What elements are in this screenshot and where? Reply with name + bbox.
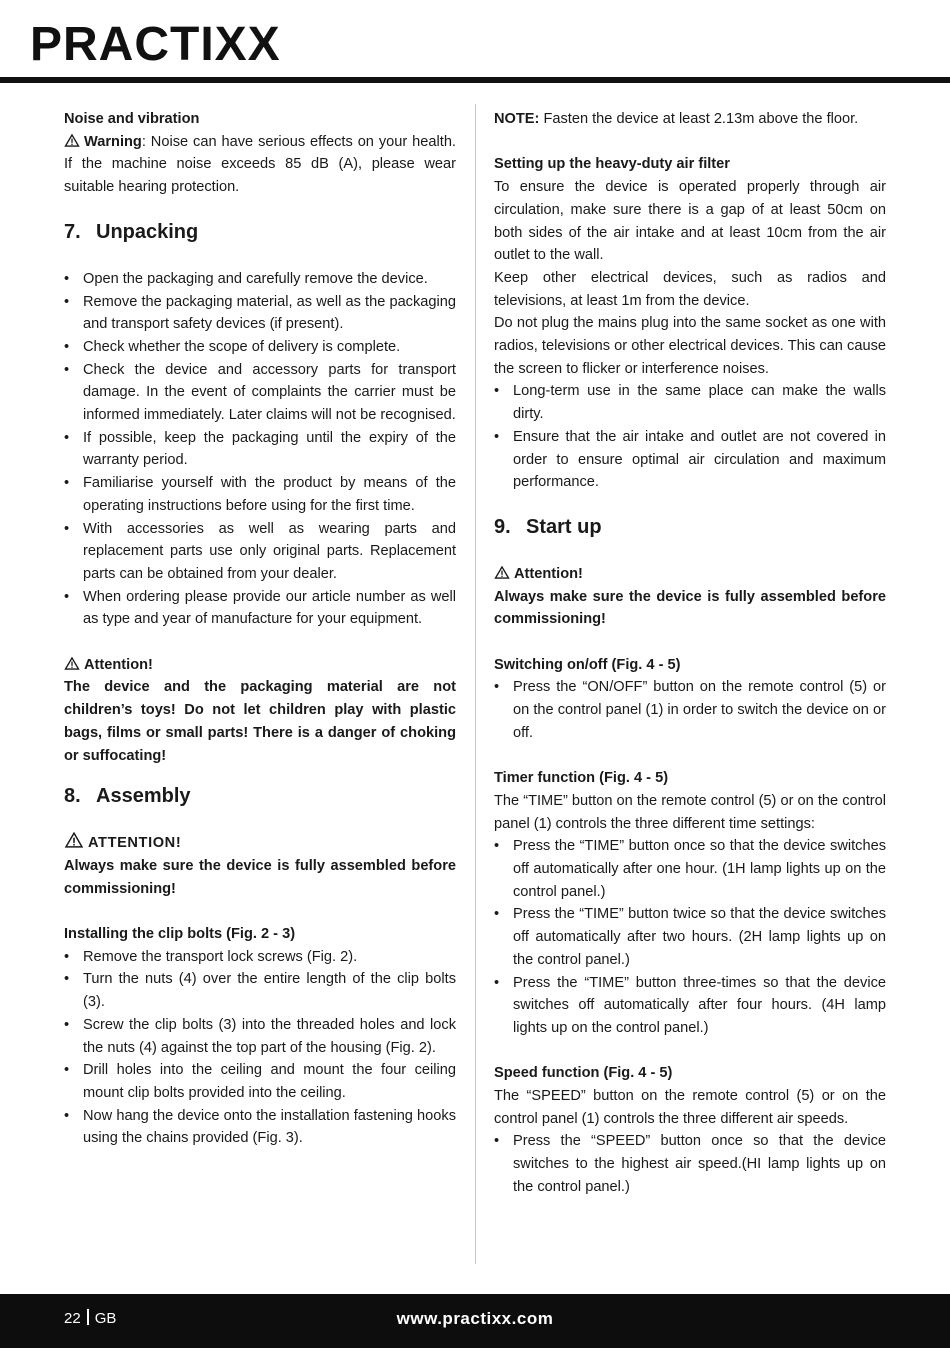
attention-text: The device and the packaging material are not children’s toys! Do not let children play with plastic bags, films or small parts! There is a danger of choking or suffocating! <box>64 679 456 764</box>
header-rule <box>0 77 950 83</box>
section-heading-unpacking: 7. Unpacking <box>64 220 199 243</box>
list-item: • Remove the transport lock screws (Fig. 2). <box>64 946 456 969</box>
noise-text: : Noise can have serious effects on your health. If the machine noise exceeds 85 dB (A), please wear suitable hearing protection. <box>64 133 456 196</box>
list-item: • Ensure that the air intake and outlet are not covered in order to ensure optimal air circulation and maximum performance. <box>494 426 886 494</box>
list-item: • Long-term use in the same place can make the walls dirty. <box>494 380 886 425</box>
air-filter-paragraph: To ensure the device is operated properly through air circulation, make sure there is a gap of at least 50cm on both sides of the air intake and at least 10cm from the air outlet to the wall. <box>494 179 886 264</box>
list-item: • With accessories as well as wearing parts and replacement parts use only original parts. Replacement parts can be obtained from your dealer. <box>64 518 456 586</box>
switching-list <box>494 676 886 744</box>
list-item: • Press the “SPEED” button once so that the device switches to the highest air speed.(HI lamp lights up on the control panel.) <box>494 1130 886 1198</box>
warning-icon <box>64 657 80 670</box>
startup-attention-heading: Attention! <box>494 563 886 586</box>
page-number: 22 GB <box>64 1310 117 1327</box>
right-column <box>494 108 886 1199</box>
air-filter-list <box>494 380 886 494</box>
list-item: • Press the “TIME” button once so that the device switches off automatically after one hour. (1H lamp lights up on the control panel.) <box>494 835 886 903</box>
list-item: • Drill holes into the ceiling and mount the four ceiling mount clip bolts provided into the ceiling. <box>64 1059 456 1104</box>
assembly-attention-text: Always make sure the device is fully assembled before commissioning! <box>64 857 456 897</box>
list-item: • When ordering please provide our article number as well as type and year of manufacture for your equipment. <box>64 586 456 631</box>
timer-heading: Timer function (Fig. 4 - 5) <box>494 770 669 787</box>
section-heading-start-up: 9. Start up <box>494 515 602 538</box>
left-column <box>64 108 456 1150</box>
list-item: • Now hang the device onto the installation fastening hooks using the chains provided (Fig. 3). <box>64 1105 456 1150</box>
unpacking-list <box>64 268 456 631</box>
note-paragraph: NOTE: Fasten the device at least 2.13m above the floor. <box>494 111 859 127</box>
switching-heading: Switching on/off (Fig. 4 - 5) <box>494 656 681 673</box>
timer-paragraph: The “TIME” button on the remote control (5) or on the control panel (1) controls the three different time settings: <box>494 792 886 832</box>
list-item: • Familiarise yourself with the product by means of the operating instructions before using for the first time. <box>64 472 456 517</box>
page-header <box>0 0 950 84</box>
speed-list <box>494 1130 886 1198</box>
page-footer <box>0 1294 950 1348</box>
speed-paragraph: The “SPEED” button on the remote control (5) or on the control panel (1) controls the three different air speeds. <box>494 1088 886 1127</box>
startup-attention-text: Always make sure the device is fully assembled before commissioning! <box>494 588 886 628</box>
noise-paragraph <box>64 131 456 199</box>
footer-url: www.practixx.com <box>396 1309 554 1328</box>
column-divider <box>475 104 476 1264</box>
section-heading-assembly: 8. Assembly <box>64 785 191 808</box>
list-item: • Screw the clip bolts (3) into the threaded holes and lock the nuts (4) against the top part of the housing (Fig. 2). <box>64 1014 456 1059</box>
note-label: NOTE: <box>494 111 540 127</box>
speed-heading: Speed function (Fig. 4 - 5) <box>494 1065 673 1082</box>
list-item: • Check whether the scope of delivery is complete. <box>64 336 456 359</box>
practixx-logo <box>30 14 330 76</box>
clip-bolts-list <box>64 946 456 1150</box>
list-item: • If possible, keep the packaging until the expiry of the warranty period. <box>64 427 456 472</box>
list-item: • Turn the nuts (4) over the entire length of the clip bolts (3). <box>64 968 456 1013</box>
noise-heading: Noise and vibration <box>64 111 200 127</box>
list-item: • Remove the packaging material, as well as the packaging and transport safety devices (if present). <box>64 291 456 336</box>
warning-icon <box>494 566 510 579</box>
warning-icon <box>64 134 80 147</box>
list-item: • Check the device and accessory parts for transport damage. In the event of complaints the carrier must be informed immediately. Later claims will not be recognised. <box>64 359 456 427</box>
svg-text:PRACTIXX: PRACTIXX <box>30 18 281 71</box>
warning-icon <box>64 832 84 848</box>
air-filter-paragraph: Keep other electrical devices, such as radios and televisions, at least 1m from the device. <box>494 269 886 309</box>
list-item: • Open the packaging and carefully remove the device. <box>64 268 456 291</box>
air-filter-heading: Setting up the heavy-duty air filter <box>494 156 730 173</box>
attention-heading: Attention! <box>64 654 456 677</box>
assembly-attention-heading: ATTENTION! <box>64 832 456 855</box>
list-item: • Press the “ON/OFF” button on the remote control (5) or on the control panel (1) in order to switch the device on or off. <box>494 676 886 744</box>
clip-bolts-heading: Installing the clip bolts (Fig. 2 - 3) <box>64 926 296 943</box>
warning-label: Warning <box>84 133 142 150</box>
list-item: • Press the “TIME” button three-times so that the device switches off automatically after four hours. (4H lamp lights up on the control panel.) <box>494 972 886 1040</box>
timer-list <box>494 835 886 1039</box>
list-item: • Press the “TIME” button twice so that the device switches off automatically after two hours. (2H lamp lights up on the control panel.) <box>494 903 886 971</box>
air-filter-paragraph: Do not plug the mains plug into the same socket as one with radios, televisions or other electrical devices. This can cause the screen to flicker or interference noises. <box>494 315 886 377</box>
